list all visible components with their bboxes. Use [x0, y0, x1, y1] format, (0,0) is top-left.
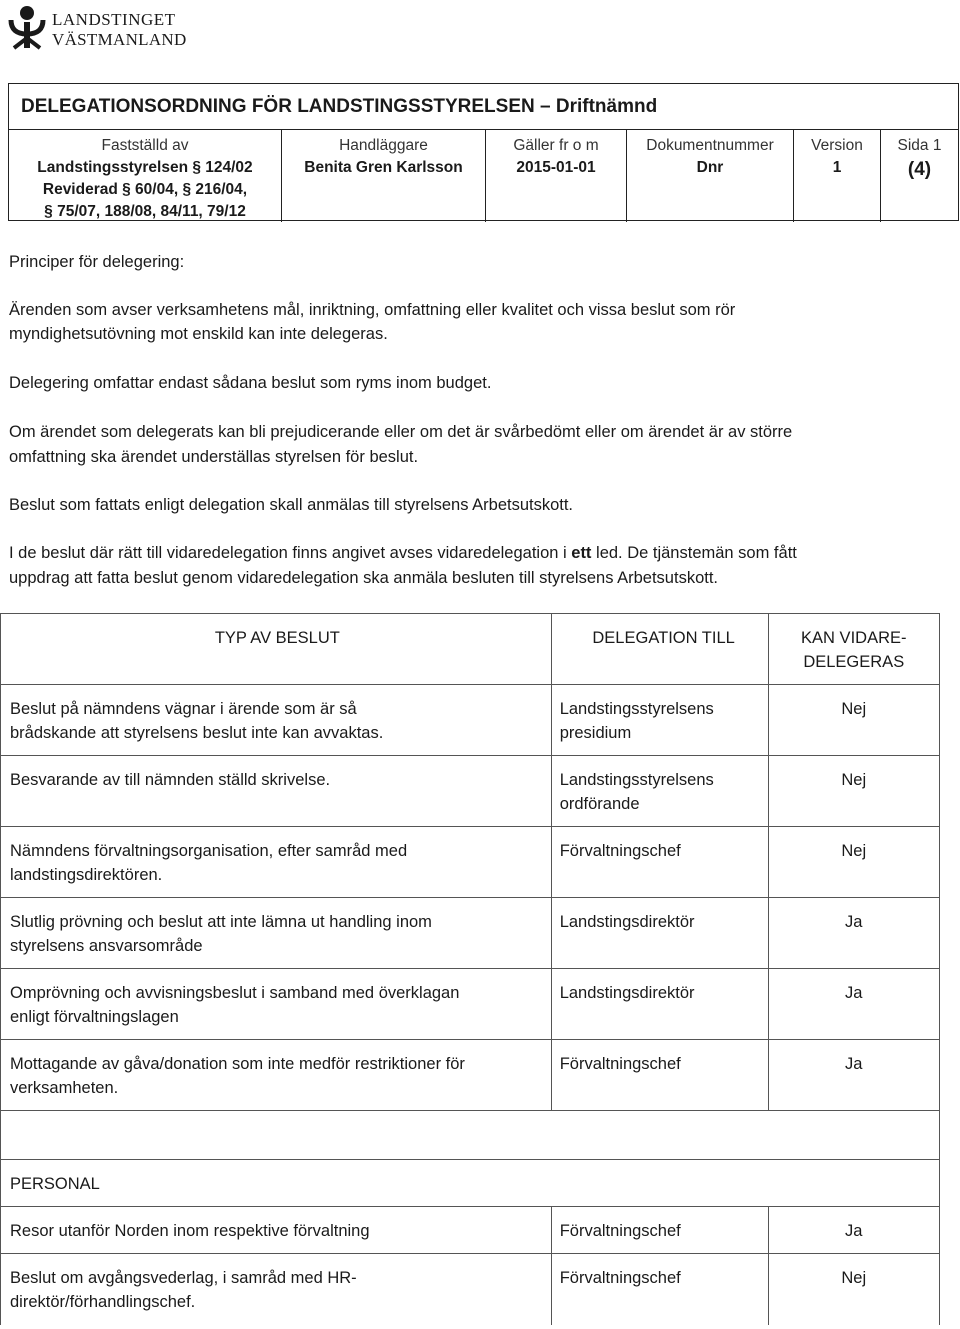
section-title: PERSONAL — [1, 1160, 940, 1207]
typ-line-2: styrelsens ansvarsområde — [10, 937, 203, 955]
table-row — [1, 756, 940, 827]
kan-vidare-cell: Ja — [768, 1040, 939, 1111]
header-meta-row — [9, 129, 958, 222]
logo-line1: LANDSTINGET — [52, 10, 176, 29]
fastslagd-line-2: Reviderad § 60/04, § 216/04, — [42, 181, 248, 198]
table-row — [1, 1254, 940, 1325]
sida-label: Sida 1 — [897, 137, 942, 154]
typ-cell — [1, 756, 552, 827]
paragraph-4: Beslut som fattats enligt delegation skall anmälas till styrelsens Arbetsutskott. — [9, 496, 574, 514]
handlaggare-cell — [281, 130, 485, 222]
paragraph-1-line-2: myndighetsutövning mot enskild kan inte delegeras. — [9, 325, 388, 343]
logo-emblem-icon — [8, 4, 48, 50]
typ-line-1: Beslut på nämndens vägnar i ärende som är så — [10, 700, 357, 718]
delegation-line-1: Förvaltningschef — [559, 1055, 681, 1073]
sida-value: (4) — [907, 159, 932, 180]
galler-cell — [485, 130, 626, 222]
section-row — [1, 1160, 940, 1207]
galler-value: 2015-01-01 — [516, 159, 596, 176]
table-spacer-row — [1, 1111, 940, 1160]
delegation-line-2: presidium — [559, 724, 632, 742]
paragraph-5-part-a: I de beslut där rätt till vidaredelegation finns angivet avses vidaredelegation i — [9, 544, 572, 562]
table-row — [1, 1040, 940, 1111]
version-cell — [793, 130, 880, 222]
typ-line-1: Slutlig prövning och beslut att inte lämna ut handling inom — [10, 913, 432, 931]
table-header-row — [1, 614, 940, 685]
dokument-label: Dokumentnummer — [646, 137, 774, 154]
delegation-cell — [551, 898, 768, 969]
table-row — [1, 685, 940, 756]
header-kan-vidare — [768, 614, 939, 685]
typ-line-1: Omprövning och avvisningsbeslut i samband med överklagan — [10, 984, 460, 1002]
delegation-cell — [551, 827, 768, 898]
kan-vidare-cell: Ja — [768, 969, 939, 1040]
dokument-value: Dnr — [696, 159, 724, 176]
kan-vidare-cell: Ja — [768, 1207, 939, 1254]
table-row — [1, 898, 940, 969]
version-label: Version — [811, 137, 863, 154]
typ-line-1: Nämndens förvaltningsorganisation, efter samråd med — [10, 842, 408, 860]
delegation-cell: Förvaltningschef — [551, 1254, 768, 1325]
typ-cell — [1, 969, 552, 1040]
typ-cell — [1, 827, 552, 898]
delegation-line-1: Landstingsstyrelsens — [559, 771, 714, 789]
delegation-line-1: Förvaltningschef — [559, 842, 681, 860]
typ-line-2: enligt förvaltningslagen — [10, 1008, 179, 1026]
fastslagd-line-3: § 75/07, 188/08, 84/11, 79/12 — [44, 203, 246, 220]
header-delegation: DELEGATION TILL — [551, 614, 768, 685]
fastslagd-label: Fastställd av — [101, 137, 189, 154]
document-header — [8, 83, 959, 221]
typ-cell — [1, 685, 552, 756]
handlaggare-value: Benita Gren Karlsson — [304, 159, 463, 176]
delegation-cell — [551, 969, 768, 1040]
fastslagd-cell — [9, 130, 281, 222]
document-title: DELEGATIONSORDNING FÖR LANDSTINGSSTYRELSEN – Driftnämnd — [21, 96, 658, 117]
typ-line-2: direktör/förhandlingschef. — [10, 1293, 196, 1311]
fastslagd-line-1: Landstingsstyrelsen § 124/02 — [37, 159, 253, 176]
kan-vidare-cell: Nej — [768, 756, 939, 827]
dokument-cell — [626, 130, 793, 222]
typ-line-1: Besvarande av till nämnden ställd skrivelse. — [10, 771, 331, 789]
header-kan-vidare-line-1: KAN VIDARE- — [801, 629, 907, 647]
logo-line2: VÄSTMANLAND — [52, 30, 187, 49]
delegation-line-1: Landstingsstyrelsens — [559, 700, 714, 718]
typ-line-2: brådskande att styrelsens beslut inte kan avvaktas. — [10, 724, 384, 742]
paragraph-5-part-b: led. De tjänstemän som fått — [591, 544, 797, 562]
header-kan-vidare-line-2: DELEGERAS — [803, 653, 905, 671]
kan-vidare-cell: Nej — [768, 827, 939, 898]
sida-cell — [880, 130, 958, 222]
header-typ: TYP AV BESLUT — [1, 614, 552, 685]
table-row — [1, 827, 940, 898]
principer-heading: Principer för delegering: — [9, 253, 185, 271]
delegation-line-1: Landstingsdirektör — [559, 913, 695, 931]
typ-line-2: verksamheten. — [10, 1079, 119, 1097]
spacer-cell — [1, 1111, 940, 1160]
kan-vidare-cell: Ja — [768, 898, 939, 969]
typ-cell — [1, 1040, 552, 1111]
paragraph-5-bold: ett — [571, 544, 592, 562]
delegation-line-2: ordförande — [559, 795, 640, 813]
typ-cell — [1, 898, 552, 969]
paragraph-1-line-1: Ärenden som avser verksamhetens mål, inriktning, omfattning eller kvalitet och vissa beslut som rör — [9, 301, 736, 319]
paragraph-2: Delegering omfattar endast sådana beslut som ryms inom budget. — [9, 374, 492, 392]
typ-line-1: Beslut om avgångsvederlag, i samråd med HR- — [10, 1269, 357, 1287]
delegation-cell — [551, 756, 768, 827]
version-value: 1 — [832, 159, 842, 176]
typ-line-1: Mottagande av gåva/donation som inte medför restriktioner för — [10, 1055, 465, 1073]
typ-line-2: landstingsdirektören. — [10, 866, 163, 884]
delegation-cell: Förvaltningschef — [551, 1207, 768, 1254]
delegation-table — [0, 613, 940, 1325]
table-row — [1, 969, 940, 1040]
kan-vidare-cell: Nej — [768, 685, 939, 756]
paragraph-5-line-1 — [9, 541, 797, 565]
typ-cell: Resor utanför Norden inom respektive förvaltning — [1, 1207, 552, 1254]
delegation-line-1: Landstingsdirektör — [559, 984, 695, 1002]
delegation-cell — [551, 685, 768, 756]
paragraph-5-line-2: uppdrag att fatta beslut genom vidaredelegation ska anmäla besluten till styrelsens Arbetsutskott. — [9, 569, 719, 587]
paragraph-3-line-2: omfattning ska ärendet underställas styrelsen för beslut. — [9, 448, 419, 466]
delegation-cell — [551, 1040, 768, 1111]
typ-cell — [1, 1254, 552, 1325]
landstinget-logo — [8, 4, 187, 52]
handlaggare-label: Handläggare — [339, 137, 428, 154]
paragraph-3-line-1: Om ärendet som delegerats kan bli prejudicerande eller om det är svårbedömt eller om ärendet är av större — [9, 423, 793, 441]
kan-vidare-cell: Nej — [768, 1254, 939, 1325]
galler-label: Gäller fr o m — [513, 137, 599, 154]
table-row — [1, 1207, 940, 1254]
